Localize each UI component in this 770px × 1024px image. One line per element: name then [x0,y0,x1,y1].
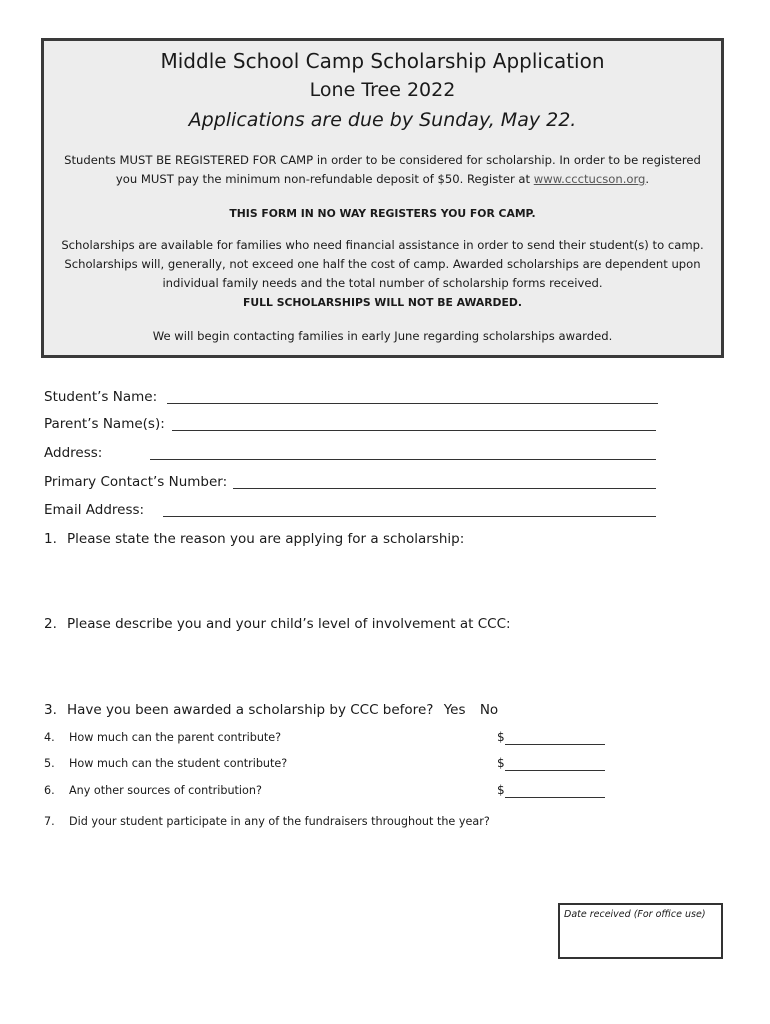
no-option[interactable]: No [479,702,499,718]
question-2 [44,616,511,632]
question-text: Please state the reason you are applying for a scholarship: [67,531,465,547]
office-use-box [558,903,723,959]
registration-period: . [645,172,650,186]
info-box [41,38,724,358]
form-subtitle: Lone Tree 2022 [309,79,456,101]
address-field[interactable] [150,459,656,460]
yes-option[interactable]: Yes [443,702,466,718]
question-1 [44,531,464,547]
question-5 [44,757,287,770]
question-number: 4. [44,731,55,744]
office-use-label: Date received (For office use) [564,909,706,920]
contact-number-field[interactable] [233,488,656,489]
parent-contribution-field[interactable] [505,744,605,745]
question-number: 1. [44,531,57,547]
form-title: Middle School Camp Scholarship Application [160,49,605,73]
registration-text: Students MUST BE REGISTERED FOR CAMP in order to be considered for scholarship. In order to be registered you MUST pay the minimum non-refundable deposit of $50. Register at [64,153,701,186]
question-number: 5. [44,757,55,770]
registration-paragraph [54,151,711,189]
student-name-label: Student’s Name: [44,389,158,405]
email-field[interactable] [163,516,656,517]
question-7 [44,815,490,828]
question-text: How much can the student contribute? [69,757,288,770]
parent-name-field[interactable] [172,430,656,431]
question-number: 6. [44,784,55,797]
question-text: How much can the parent contribute? [69,731,282,744]
student-contribution-field[interactable] [505,770,605,771]
full-scholarship-notice: FULL SCHOLARSHIPS WILL NOT BE AWARDED. [243,296,522,309]
parent-name-label: Parent’s Name(s): [44,416,165,432]
question-number: 7. [44,815,55,828]
question-4 [44,731,281,744]
dollar-sign: $ [497,756,505,770]
question-text: Did your student participate in any of the fundraisers throughout the year? [69,815,490,828]
due-date: Applications are due by Sunday, May 22. [188,109,577,131]
question-text: Have you been awarded a scholarship by CCC before? [67,702,434,718]
scholarship-paragraph [54,236,711,312]
other-contribution-field[interactable] [505,797,605,798]
question-6 [44,784,262,797]
dollar-sign: $ [497,730,505,744]
question-text: Please describe you and your child’s level of involvement at CCC: [67,616,511,632]
register-link[interactable]: www.ccctucson.org [533,172,646,186]
contact-number-label: Primary Contact’s Number: [44,474,228,490]
address-label: Address: [44,445,103,461]
student-name-field[interactable] [167,403,658,404]
dollar-sign: $ [497,783,505,797]
contact-notice: We will begin contacting families in early June regarding scholarships awarded. [152,329,613,343]
question-number: 2. [44,616,57,632]
email-label: Email Address: [44,502,145,518]
question-number: 3. [44,702,57,718]
question-text: Any other sources of contribution? [69,784,262,797]
scholarship-text: Scholarships are available for families who need financial assistance in order to send their student(s) to camp. Scholarships will, generally, not exceed one half the cost of camp. Awarded scholarships are dependent upon individual family needs and the total number of scholarship forms received. [61,238,704,290]
question-3 [44,702,498,718]
notice-text: THIS FORM IN NO WAY REGISTERS YOU FOR CAMP. [229,207,536,220]
